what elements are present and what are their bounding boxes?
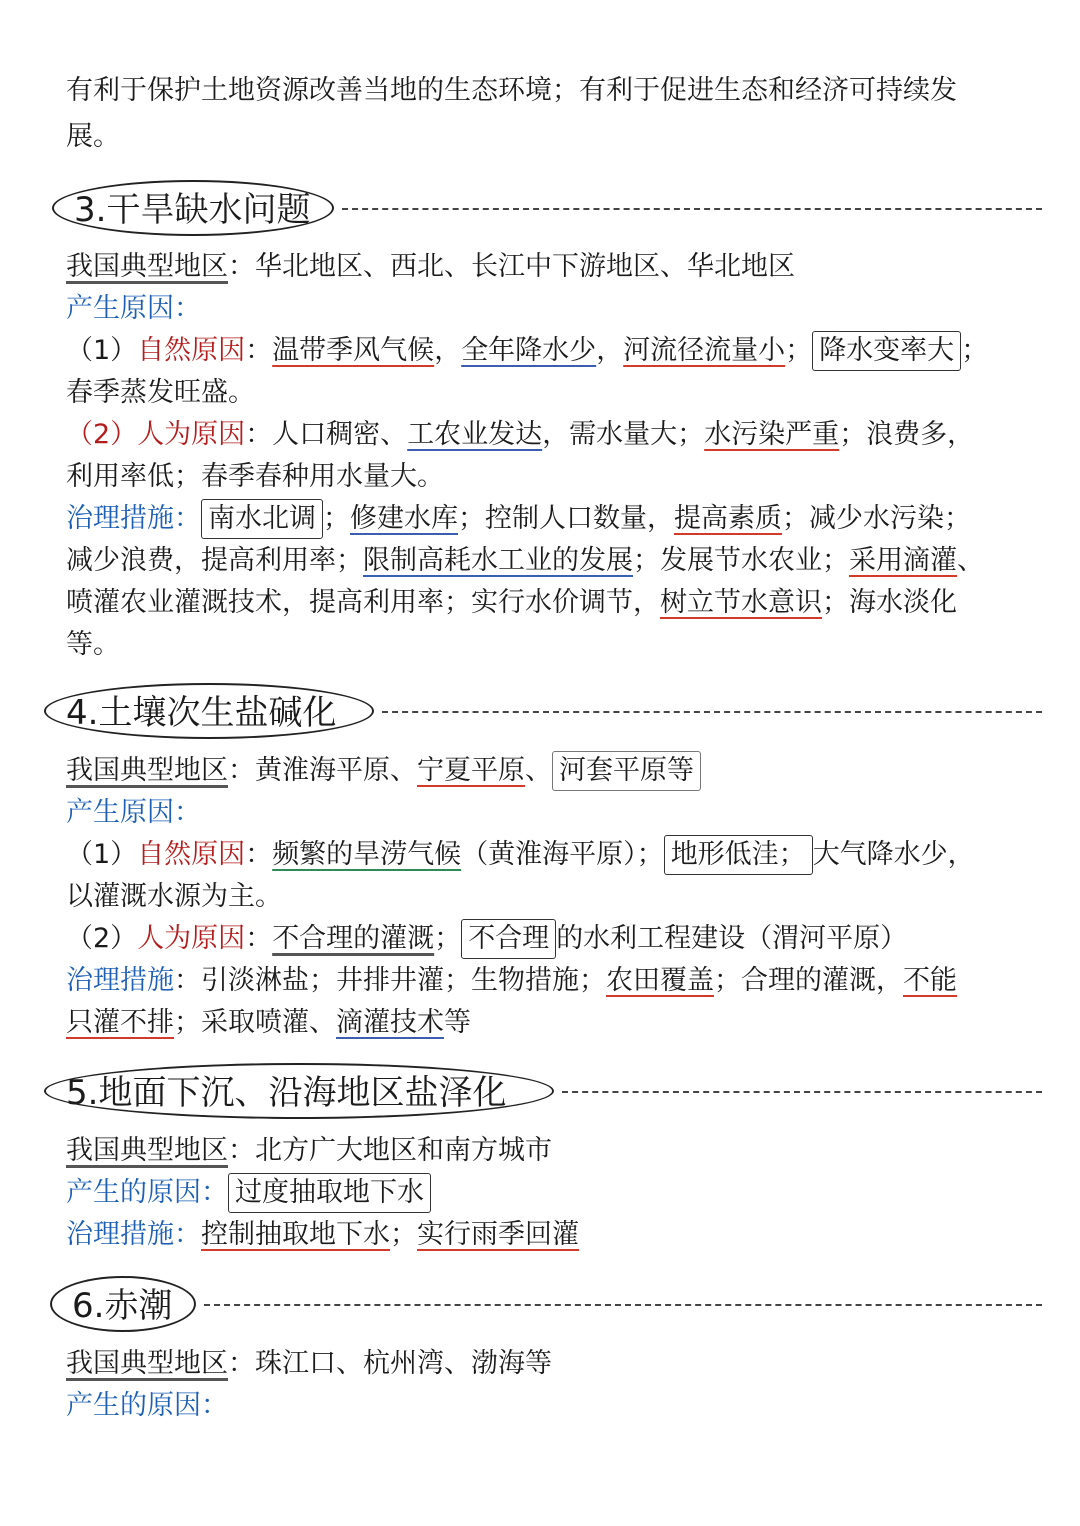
s4-region-line (66, 750, 1026, 792)
s3-region-line (66, 246, 1026, 288)
s3-n1-sep3: ， (596, 335, 624, 366)
s5-cause-boxed: 过度抽取地下水 (228, 1173, 431, 1213)
s4-region-ningxia: 宁夏平原 (417, 755, 525, 786)
s4-n1-num: （1） (66, 839, 138, 870)
section-6-title: 6.赤潮 (50, 1276, 196, 1332)
s3-m-quality: 提高素质 (674, 503, 782, 534)
s3-n2-pollution: 水污染严重 (704, 419, 840, 450)
s3-m3-awareness: 树立节水意识 (660, 587, 822, 618)
s4-n2-num: （2） (66, 923, 138, 954)
s5-cause-label: 产生的原因： (66, 1177, 228, 1208)
s5-region-label: 我国典型地区 (66, 1135, 228, 1166)
s3-measures-line-2 (66, 540, 1026, 582)
s3-n1-rain: 全年降水少 (461, 335, 597, 366)
s4-region-a: ：黄淮海平原、 (228, 755, 417, 786)
s3-n1-boxed: 降水变率大 (812, 331, 961, 371)
s6-region-text: ：珠江口、杭州湾、渤海等 (228, 1348, 552, 1379)
s4-region-c: 、 (525, 755, 552, 786)
s3-human-line (66, 414, 1026, 456)
s3-m2-drip: 采用滴灌 (849, 545, 957, 576)
s4-m2-d: 等 (444, 1007, 471, 1038)
s4-natural-line (66, 834, 1026, 876)
s4-m-mulch: 农田覆盖 (606, 965, 714, 996)
s3-m2-e: 、 (957, 545, 984, 576)
s4-m2-drip: 滴灌技术 (336, 1007, 444, 1038)
s3-n2-industry: 工农业发达 (407, 419, 543, 450)
s6-cause-label: 产生的原因： (66, 1390, 228, 1421)
section-5-divider (562, 1091, 1042, 1093)
s3-n1-sep2: ， (434, 335, 462, 366)
s3-natural-line (66, 330, 1026, 372)
s4-n2-d: 的水利工程建设（渭河平原） (556, 923, 908, 954)
section-6-divider (204, 1304, 1042, 1306)
s4-region-label: 我国典型地区 (66, 755, 228, 786)
s4-m-cannot: 不能 (903, 965, 957, 996)
s5-m-control: 控制抽取地下水 (201, 1219, 390, 1250)
s4-natural-line-2: 以灌溉水源为主。 (66, 881, 282, 912)
intro-line-1: 有利于保护土地资源改善当地的生态环境；有利于促进生态和经济可持续发 (66, 75, 957, 106)
s3-m2-a: 减少浪费，提高利用率； (66, 545, 363, 576)
section-4-title: 4.土壤次生盐碱化 (44, 683, 374, 739)
s4-human-line (66, 918, 1026, 960)
s3-human-line-2: 利用率低；春季春种用水量大。 (66, 461, 444, 492)
s3-m-e: ；减少水污染； (782, 503, 971, 534)
s3-measures-label: 治理措施： (66, 503, 201, 534)
section-4-header (44, 683, 1042, 743)
s3-cause-label: 产生原因： (66, 293, 201, 324)
s3-region-text: ：华北地区、西北、长江中下游地区、华北地区 (228, 251, 795, 282)
s3-n1-runoff: 河流径流量小 (623, 335, 786, 366)
section-5-title: 5.地面下沉、沿海地区盐泽化 (44, 1063, 554, 1119)
s3-natural-line-2: 春季蒸发旺盛。 (66, 377, 255, 408)
s3-n1-label: 自然原因 (137, 335, 246, 366)
s3-n2-num: （2） (66, 419, 138, 450)
s5-cause-line (66, 1172, 1026, 1214)
s3-m-a: ； (323, 503, 350, 534)
s5-region-text: ：北方广大地区和南方城市 (228, 1135, 552, 1166)
section-4-divider (382, 711, 1042, 713)
section-3-header (52, 180, 1042, 240)
s6-region-line (66, 1343, 1026, 1385)
s4-n1-boxed: 地形低洼； (664, 835, 813, 875)
s3-n1-sep4: ； (785, 335, 813, 366)
s4-n1-d: 大气降水少， (812, 839, 975, 870)
s4-m2-no-drain: 只灌不排 (66, 1007, 174, 1038)
s3-measures-line-4: 等。 (66, 629, 120, 660)
s3-n1-num: （1） (66, 335, 138, 366)
s4-m-a: ：引淡淋盐；井排井灌；生物措施； (174, 965, 606, 996)
s5-region-line (66, 1130, 1026, 1172)
s5-m-recharge: 实行雨季回灌 (417, 1219, 579, 1250)
s5-measures-label: 治理措施： (66, 1219, 201, 1250)
section-3-title: 3.干旱缺水问题 (52, 180, 334, 236)
s4-region-boxed: 河套平原等 (552, 751, 701, 791)
s3-m3-c: ；海水淡化 (822, 587, 957, 618)
s3-n2-a: ：人口稠密、 (245, 419, 408, 450)
s3-m-c: ；控制人口数量， (458, 503, 674, 534)
section-6-header (50, 1276, 1042, 1336)
s3-n1-sep: ： (245, 335, 273, 366)
s3-n2-label: 人为原因 (137, 419, 246, 450)
s4-n2-a: ： (245, 923, 273, 954)
s4-measures-label: 治理措施 (66, 965, 174, 996)
s6-region-label: 我国典型地区 (66, 1348, 228, 1379)
s3-n1-sep5: ； (961, 335, 989, 366)
s3-measures-boxed: 南水北调 (201, 499, 323, 539)
s4-n2-irrigation: 不合理的灌溉 (272, 923, 435, 954)
s3-n1-climate: 温带季风气候 (272, 335, 435, 366)
s4-n2-boxed: 不合理 (461, 919, 556, 959)
s5-m-b: ； (390, 1219, 417, 1250)
s3-n2-e: ；浪费多， (839, 419, 975, 450)
s3-measures-line (66, 498, 1026, 540)
s3-m-reservoir: 修建水库 (350, 503, 458, 534)
s3-m3-a: 喷灌农业灌溉技术，提高利用率；实行水价调节， (66, 587, 660, 618)
s4-measures-line-2 (66, 1002, 1026, 1044)
s3-m2-limit: 限制高耗水工业的发展 (363, 545, 633, 576)
s5-measures-line (66, 1214, 1026, 1256)
s4-n1-a: ： (245, 839, 273, 870)
intro-line-2: 展。 (66, 121, 120, 152)
s4-m-c: ；合理的灌溉， (714, 965, 903, 996)
s3-measures-line-3 (66, 582, 1026, 624)
section-5-header (44, 1063, 1042, 1123)
s3-m2-c: ；发展节水农业； (633, 545, 849, 576)
s3-region-label: 我国典型地区 (66, 251, 228, 282)
s4-n1-label: 自然原因 (137, 839, 246, 870)
s3-n2-c: ，需水量大； (542, 419, 705, 450)
section-3-divider (342, 208, 1042, 210)
s4-m2-b: ；采取喷灌、 (174, 1007, 336, 1038)
s4-n1-climate: 频繁的旱涝气候 (272, 839, 462, 870)
s4-cause-label: 产生原因： (66, 797, 201, 828)
s4-measures-line (66, 960, 1026, 1002)
s4-n1-c: （黄淮海平原）； (461, 839, 664, 870)
s4-n2-c: ； (434, 923, 462, 954)
s4-n2-label: 人为原因 (137, 923, 246, 954)
